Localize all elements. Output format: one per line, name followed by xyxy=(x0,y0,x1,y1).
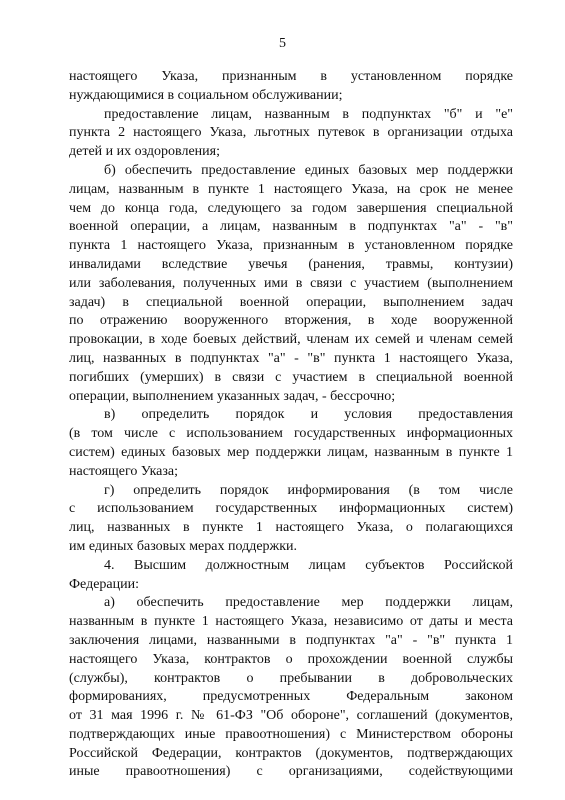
page-number: 5 xyxy=(279,36,286,51)
text-line: систем) единых базовых мер поддержки лицам, названным в пункте 1 xyxy=(69,444,513,460)
text-line: чем до конца года, следующего за годом завершения специальной xyxy=(69,200,513,216)
text-line: а) обеспечить предоставление мер поддержки лицам, xyxy=(104,595,513,611)
text-line: детей и их оздоровления; xyxy=(69,144,220,160)
text-line: лицам, названным в пункте 1 настоящего Указа, на срок не менее xyxy=(69,181,513,197)
text-line: подтверждающих иные правоотношения) с Министерством обороны xyxy=(69,726,513,742)
text-line: погибших (умерших) в связи с участием в специальной военной xyxy=(69,369,513,385)
text-line: пункта 2 настоящего Указа, льготных путевок в организации отдыха xyxy=(69,125,513,141)
text-line: инвалидами вследствие увечья (ранения, травмы, контузии) xyxy=(69,256,513,272)
text-line: военной операции, а лицам, названным в подпунктах "а" - "в" xyxy=(69,219,513,235)
text-line: в) определить порядок и условия предоставления xyxy=(104,407,513,423)
text-line: им единых базовых мерах поддержки. xyxy=(69,538,297,554)
text-line: с использованием государственных информационных систем) xyxy=(69,501,513,517)
text-line: Федерации: xyxy=(69,576,140,592)
text-line: нуждающимися в социальном обслуживании; xyxy=(69,87,343,103)
text-line: формированиях, предусмотренных Федеральным законом xyxy=(69,689,513,705)
text-line: предоставление лицам, названным в подпунктах "б" и "е" xyxy=(104,106,513,122)
text-line: лиц, названных в подпунктах "а" - "в" пункта 1 настоящего Указа, xyxy=(69,350,513,366)
text-line: б) обеспечить предоставление единых базовых мер поддержки xyxy=(104,162,513,178)
document-body xyxy=(69,68,513,782)
text-line: задач) в специальной военной операции, выполнением задач xyxy=(69,294,513,310)
text-line: пункта 1 настоящего Указа, признанным в установленном порядке xyxy=(69,238,513,254)
text-line: настоящего Указа, признанным в установленном порядке xyxy=(69,69,513,84)
text-line: 4. Высшим должностным лицам субъектов Российской xyxy=(104,557,513,573)
text-line: (в том числе с использованием государственных информационных xyxy=(69,426,513,442)
text-line: г) определить порядок информирования (в том числе xyxy=(104,482,513,498)
text-line: настоящего Указа; xyxy=(69,463,179,479)
text-line: названным в пункте 1 настоящего Указа, независимо от даты и места xyxy=(69,614,513,630)
text-line: иные правоотношения) с организациями, содействующими xyxy=(69,764,513,780)
text-line: (службы), контрактов о пребывании в добровольческих xyxy=(69,670,513,686)
text-line: от 31 мая 1996 г. № 61-ФЗ "Об обороне", соглашений (документов, xyxy=(69,708,513,724)
text-line: операции, выполнением указанных задач, - бессрочно; xyxy=(69,388,396,404)
text-line: лиц, названных в пункте 1 настоящего Указа, о полагающихся xyxy=(69,520,513,536)
text-line: заключения лицами, названными в подпунктах "а" - "в" пункта 1 xyxy=(69,632,513,648)
text-line: или заболевания, полученных ими в связи с участием (выполнением xyxy=(69,275,513,291)
text-line: по отражению вооруженного вторжения, в ходе вооруженной xyxy=(69,313,513,329)
text-line: провокации, в ходе боевых действий, членам их семей и членам семей xyxy=(69,332,513,348)
text-line: настоящего Указа, контрактов о прохождении военной службы xyxy=(69,651,513,667)
text-line: Российской Федерации, контрактов (документов, подтверждающих xyxy=(69,745,513,761)
